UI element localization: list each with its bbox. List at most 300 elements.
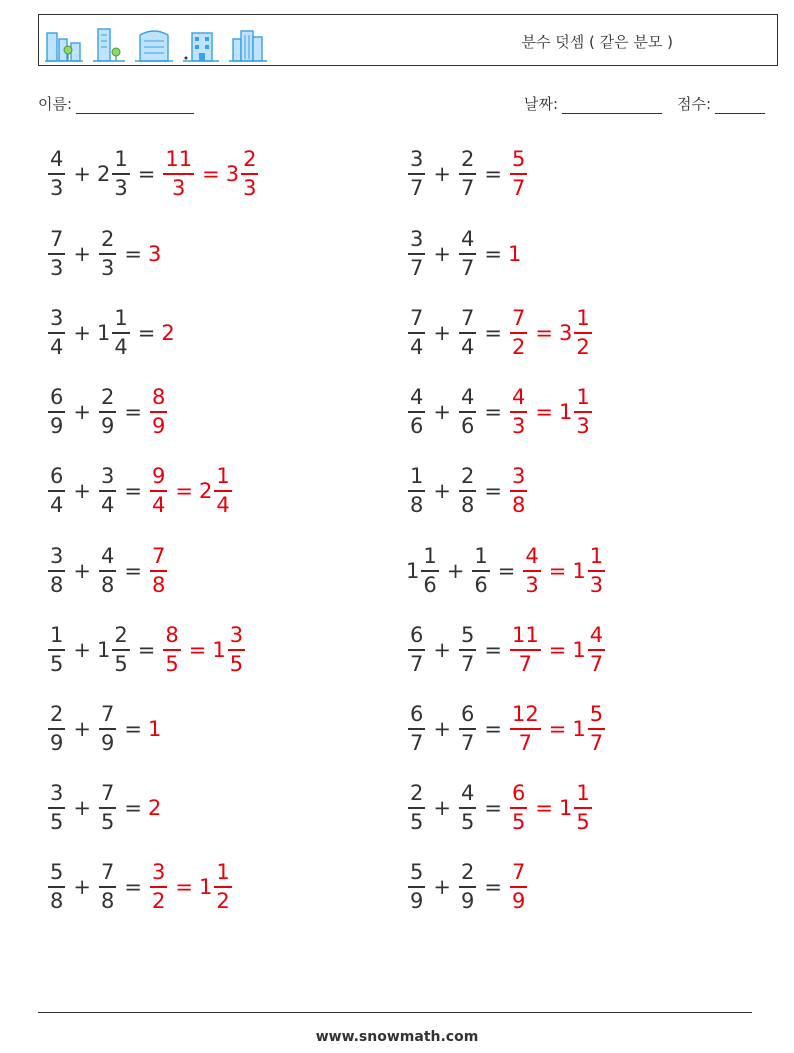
second-operand [457, 387, 478, 437]
answer-operand [212, 625, 247, 675]
answer-operand [226, 149, 261, 199]
first-denominator: 8 [50, 572, 64, 597]
answer-fraction [214, 466, 231, 516]
improper-fraction [510, 704, 541, 754]
second-operand [457, 704, 478, 754]
second-denominator: 7 [460, 175, 475, 200]
plus-sign: + [73, 321, 91, 345]
first-fraction [48, 704, 65, 754]
first-fraction [408, 862, 425, 912]
second-fraction [459, 149, 476, 199]
first-operand [46, 625, 67, 675]
first-numerator: 1 [50, 623, 64, 648]
first-operand [46, 387, 67, 437]
answer-numerator: 1 [576, 306, 590, 331]
answer [508, 783, 594, 833]
answer-operand [148, 546, 169, 596]
second-denominator: 6 [460, 413, 475, 438]
second-operand [97, 783, 118, 833]
second-operand [97, 387, 118, 437]
footer-url[interactable]: www.snowmath.com [315, 1029, 479, 1045]
student-fields [38, 93, 770, 117]
second-numerator: 2 [460, 147, 475, 172]
problem-item [46, 856, 234, 918]
answer-fraction [241, 149, 258, 199]
first-fraction [48, 149, 65, 199]
second-operand [457, 308, 478, 358]
first-denominator: 4 [50, 492, 64, 517]
equals-sign: = [535, 796, 553, 820]
equals-sign: = [137, 638, 156, 662]
name-label: 이름: [38, 95, 73, 113]
answer [508, 308, 594, 358]
improper-fraction [510, 625, 541, 675]
date-blank[interactable] [562, 97, 662, 114]
first-numerator: 1 [423, 544, 437, 569]
answer-whole: 1 [558, 400, 573, 424]
first-numerator: 2 [410, 781, 424, 806]
second-fraction [459, 862, 476, 912]
answer-whole: 1 [572, 717, 586, 741]
problem-item [46, 777, 161, 839]
first-numerator: 3 [410, 147, 424, 172]
answer-fraction [588, 704, 605, 754]
problem-item [406, 223, 521, 285]
second-denominator: 9 [100, 413, 115, 438]
improper-fraction [523, 546, 540, 596]
first-denominator: 4 [50, 334, 64, 359]
second-operand [97, 625, 132, 675]
second-denominator: 4 [100, 492, 115, 517]
second-numerator: 3 [100, 464, 115, 489]
first-fraction [48, 783, 65, 833]
footer-divider [38, 1012, 752, 1013]
equals-sign: = [548, 717, 567, 741]
second-operand [97, 546, 118, 596]
equals-sign: = [484, 321, 502, 345]
equals-sign: = [497, 559, 516, 583]
second-denominator: 7 [460, 255, 475, 280]
second-operand [457, 625, 478, 675]
plus-sign: + [73, 796, 91, 820]
plus-sign: + [433, 638, 451, 662]
first-operand [406, 149, 427, 199]
first-denominator: 8 [410, 492, 424, 517]
second-operand [97, 704, 118, 754]
answer-whole: 1 [212, 638, 226, 662]
first-numerator: 3 [50, 306, 64, 331]
problem-item [406, 381, 594, 443]
plus-sign: + [433, 796, 451, 820]
improper-numerator: 8 [165, 623, 179, 648]
first-operand [406, 466, 427, 516]
improper-fraction [510, 308, 527, 358]
plus-sign: + [433, 479, 451, 503]
answer-operand [508, 466, 529, 516]
first-operand [406, 387, 427, 437]
answer-denominator: 7 [589, 651, 604, 676]
first-numerator: 3 [50, 544, 64, 569]
second-numerator: 2 [460, 464, 475, 489]
first-denominator: 7 [410, 730, 424, 755]
second-numerator: 7 [460, 306, 475, 331]
second-denominator: 3 [100, 255, 115, 280]
answer-fraction [510, 862, 527, 912]
first-operand [406, 546, 441, 596]
first-operand [46, 783, 67, 833]
improper-numerator: 6 [511, 781, 526, 806]
second-denominator: 3 [114, 175, 128, 200]
second-numerator: 4 [460, 781, 475, 806]
plus-sign: + [73, 638, 91, 662]
name-field[interactable] [38, 93, 194, 114]
second-denominator: 8 [460, 492, 475, 517]
answer-numerator: 7 [151, 544, 166, 569]
second-denominator: 9 [460, 888, 475, 913]
answer-whole: 1 [572, 638, 586, 662]
score-label: 점수: [677, 95, 712, 113]
improper-fraction [163, 625, 180, 675]
score-blank[interactable] [715, 97, 765, 114]
plus-sign: + [433, 242, 451, 266]
answer-whole: 1 [147, 717, 162, 741]
first-operand [406, 783, 427, 833]
improper-denominator: 3 [172, 175, 186, 200]
equals-sign: = [484, 479, 502, 503]
equals-sign: = [124, 242, 142, 266]
first-denominator: 7 [410, 255, 424, 280]
equals-sign: = [484, 875, 502, 899]
first-denominator: 9 [50, 413, 64, 438]
answer-numerator: 1 [576, 781, 590, 806]
improper-numerator: 11 [511, 623, 539, 648]
first-denominator: 7 [410, 651, 424, 676]
problem-item [46, 698, 161, 760]
answer-denominator: 5 [229, 651, 244, 676]
second-operand [97, 862, 118, 912]
plus-sign: + [433, 400, 451, 424]
equals-sign: = [548, 559, 567, 583]
answer-fraction [228, 625, 245, 675]
first-operand [406, 625, 427, 675]
answer-denominator: 7 [511, 175, 526, 200]
first-operand [46, 466, 67, 516]
problem-item [406, 143, 529, 205]
answer-operand [199, 466, 234, 516]
plus-sign: + [73, 400, 91, 424]
first-fraction [408, 625, 425, 675]
second-numerator: 5 [460, 623, 475, 648]
answer-numerator: 4 [589, 623, 604, 648]
second-numerator: 2 [114, 623, 128, 648]
second-operand [97, 466, 118, 516]
second-denominator: 7 [460, 651, 475, 676]
first-whole: 1 [406, 559, 420, 583]
problem-item [46, 143, 260, 205]
second-numerator: 6 [460, 702, 475, 727]
first-numerator: 6 [50, 385, 64, 410]
equals-sign: = [124, 479, 142, 503]
answer-denominator: 4 [216, 492, 230, 517]
equals-sign: = [137, 162, 156, 186]
first-fraction [48, 546, 65, 596]
second-fraction [459, 704, 476, 754]
answer [148, 242, 161, 266]
answer-denominator: 3 [576, 413, 590, 438]
second-denominator: 4 [114, 334, 128, 359]
problem-item [406, 460, 529, 522]
second-fraction [112, 625, 129, 675]
second-numerator: 7 [100, 702, 115, 727]
equals-sign: = [137, 321, 156, 345]
equals-sign: = [202, 162, 220, 186]
first-numerator: 4 [50, 147, 64, 172]
answer-whole: 3 [558, 321, 573, 345]
plus-sign: + [433, 162, 451, 186]
equals-sign: = [175, 479, 193, 503]
answer-numerator: 1 [216, 464, 230, 489]
equals-sign: = [124, 875, 142, 899]
second-fraction [459, 387, 476, 437]
answer-fraction [510, 149, 527, 199]
answer-whole: 2 [161, 321, 175, 345]
first-denominator: 3 [50, 175, 64, 200]
answer [161, 321, 174, 345]
first-numerator: 6 [410, 623, 424, 648]
second-operand [457, 229, 478, 279]
answer-operand [161, 321, 174, 345]
problem-item [406, 856, 529, 918]
second-fraction [99, 783, 116, 833]
first-operand [46, 862, 67, 912]
second-fraction [99, 387, 116, 437]
answer-operand [508, 242, 521, 266]
building-icon [93, 25, 125, 63]
answer [508, 625, 607, 675]
worksheet-title: 분수 덧셈 ( 같은 분모 ) [521, 33, 673, 51]
plus-sign: + [73, 479, 91, 503]
first-numerator: 3 [50, 781, 64, 806]
second-numerator: 7 [100, 781, 115, 806]
improper-denominator: 2 [151, 888, 166, 913]
equals-sign: = [124, 717, 142, 741]
second-fraction [99, 466, 116, 516]
first-denominator: 4 [410, 334, 424, 359]
improper-numerator: 11 [165, 147, 193, 172]
second-fraction [112, 308, 129, 358]
answer-denominator: 8 [151, 572, 166, 597]
plus-sign: + [446, 559, 465, 583]
score-field[interactable] [677, 93, 765, 114]
second-numerator: 1 [474, 544, 488, 569]
first-fraction [408, 704, 425, 754]
first-numerator: 7 [410, 306, 424, 331]
second-operand [457, 783, 478, 833]
answer [508, 387, 594, 437]
first-denominator: 9 [50, 730, 64, 755]
second-fraction [99, 546, 116, 596]
answer-operand [572, 546, 607, 596]
date-field[interactable] [524, 93, 662, 114]
first-operand [406, 229, 427, 279]
first-denominator: 6 [410, 413, 424, 438]
improper-numerator: 7 [511, 306, 526, 331]
answer [508, 466, 529, 516]
date-label: 날짜: [524, 95, 559, 113]
problem-item [46, 540, 169, 602]
first-operand [46, 149, 67, 199]
answer-fraction [588, 625, 605, 675]
second-fraction [459, 783, 476, 833]
answer-fraction [150, 387, 167, 437]
second-operand [97, 149, 132, 199]
second-numerator: 2 [460, 860, 475, 885]
improper-fraction [510, 783, 527, 833]
answer-operand [148, 717, 161, 741]
improper-denominator: 5 [165, 651, 179, 676]
second-whole: 2 [96, 162, 111, 186]
answer-operand [572, 625, 607, 675]
first-denominator: 7 [410, 175, 424, 200]
answer [148, 717, 161, 741]
second-numerator: 7 [100, 860, 115, 885]
answer-operand [559, 308, 594, 358]
answer-operand [559, 783, 594, 833]
second-numerator: 4 [460, 227, 475, 252]
answer-fraction [510, 466, 527, 516]
first-operand [46, 704, 67, 754]
plus-sign: + [433, 875, 451, 899]
second-whole: 1 [96, 638, 111, 662]
first-denominator: 5 [50, 651, 64, 676]
first-fraction [408, 783, 425, 833]
equals-sign: = [484, 242, 502, 266]
header-icons [45, 21, 277, 63]
first-numerator: 4 [410, 385, 424, 410]
equals-sign: = [535, 400, 553, 424]
answer-operand [572, 704, 607, 754]
answer-denominator: 9 [151, 413, 166, 438]
first-numerator: 2 [50, 702, 64, 727]
first-operand [46, 308, 67, 358]
improper-numerator: 9 [151, 464, 166, 489]
first-operand [46, 546, 67, 596]
problem-item [406, 302, 594, 364]
problem-item [406, 540, 607, 602]
answer-fraction [588, 546, 605, 596]
equals-sign: = [175, 875, 193, 899]
answer-fraction [574, 387, 591, 437]
improper-fraction [150, 466, 167, 516]
second-operand [457, 149, 478, 199]
first-numerator: 5 [50, 860, 64, 885]
answer [148, 862, 234, 912]
answer-numerator: 8 [151, 385, 166, 410]
answer [508, 704, 607, 754]
second-denominator: 4 [460, 334, 475, 359]
second-denominator: 5 [100, 809, 115, 834]
first-operand [406, 862, 427, 912]
improper-numerator: 3 [151, 860, 166, 885]
first-fraction [408, 229, 425, 279]
first-numerator: 3 [410, 227, 424, 252]
first-fraction [408, 308, 425, 358]
equals-sign: = [484, 162, 502, 186]
first-fraction [48, 387, 65, 437]
answer-fraction [574, 783, 591, 833]
problem-item [46, 460, 234, 522]
first-numerator: 6 [410, 702, 424, 727]
answer [508, 149, 529, 199]
first-fraction [48, 862, 65, 912]
equals-sign: = [535, 321, 553, 345]
answer-operand [148, 242, 161, 266]
answer-numerator: 5 [589, 702, 604, 727]
answer-operand [199, 862, 234, 912]
first-operand [406, 308, 427, 358]
plus-sign: + [73, 717, 91, 741]
second-whole: 1 [96, 321, 111, 345]
answer-numerator: 5 [511, 147, 526, 172]
answer-whole: 2 [198, 479, 213, 503]
answer-denominator: 2 [216, 888, 230, 913]
improper-fraction [150, 862, 167, 912]
second-fraction [459, 466, 476, 516]
problem-item [46, 619, 247, 681]
answer [508, 242, 521, 266]
answer-denominator: 7 [589, 730, 604, 755]
answer-denominator: 9 [511, 888, 526, 913]
answer-fraction [214, 862, 231, 912]
answer [148, 387, 169, 437]
plus-sign: + [73, 559, 91, 583]
answer-numerator: 3 [511, 464, 526, 489]
answer-fraction [574, 308, 591, 358]
first-numerator: 7 [50, 227, 64, 252]
answer [148, 546, 169, 596]
second-denominator: 6 [474, 572, 488, 597]
answer-whole: 3 [225, 162, 240, 186]
first-fraction [48, 466, 65, 516]
answer-operand [508, 149, 529, 199]
answer-denominator: 8 [511, 492, 526, 517]
equals-sign: = [484, 638, 502, 662]
answer-operand [148, 387, 169, 437]
plus-sign: + [73, 875, 91, 899]
improper-denominator: 2 [511, 334, 526, 359]
second-numerator: 4 [460, 385, 475, 410]
second-fraction [459, 229, 476, 279]
problem-item [46, 381, 169, 443]
name-blank[interactable] [76, 97, 194, 114]
first-denominator: 6 [423, 572, 437, 597]
answer-numerator: 1 [589, 544, 604, 569]
equals-sign: = [484, 400, 502, 424]
second-denominator: 5 [460, 809, 475, 834]
plus-sign: + [73, 242, 91, 266]
answer-whole: 1 [558, 796, 573, 820]
first-fraction [48, 229, 65, 279]
improper-numerator: 12 [511, 702, 539, 727]
answer-operand [148, 796, 161, 820]
answer-whole: 1 [198, 875, 213, 899]
second-operand [97, 308, 132, 358]
problem-item [46, 302, 175, 364]
equals-sign: = [124, 400, 142, 424]
building-icon [183, 25, 219, 63]
worksheet-header [38, 14, 778, 66]
answer-whole: 3 [147, 242, 162, 266]
